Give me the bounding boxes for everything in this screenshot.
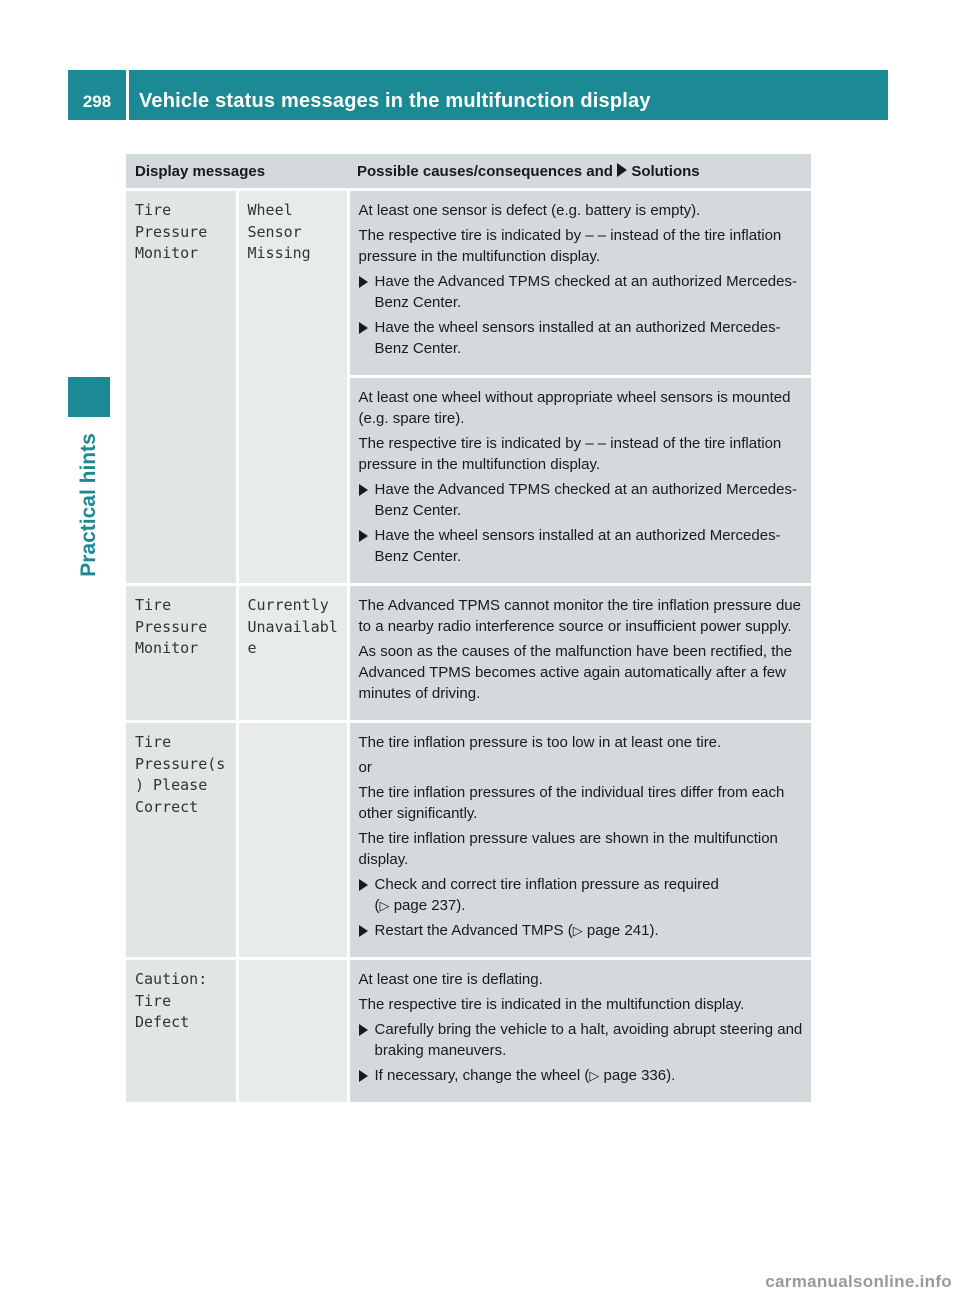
- col-header-display-messages: Display messages: [126, 154, 348, 190]
- cause-text: The tire inflation pressures of the individual tires differ from each other significantly.: [358, 784, 785, 822]
- causes-solutions-cell: [348, 585, 811, 722]
- display-message: Caution: Tire Defect: [135, 970, 208, 1031]
- page-ref-triangle-icon: ▷: [589, 1068, 600, 1083]
- solution-text: Check and correct tire inflation pressure as required: [374, 876, 719, 893]
- display-message-detail-cell: [237, 722, 348, 959]
- solution-text: If necessary, change the wheel: [374, 1067, 581, 1084]
- cause-text: The tire inflation pressure is too low in at least one tire.: [358, 734, 722, 751]
- cause-text: The respective tire is indicated by – – instead of the tire inflation pressure in the multifunction display.: [358, 435, 782, 473]
- arrow-right-icon: [359, 276, 368, 288]
- arrow-right-icon: [359, 1024, 368, 1036]
- messages-table: [126, 154, 811, 1105]
- side-tab-text: Practical hints: [77, 433, 100, 577]
- display-message-detail: Currently Unavailabl e: [247, 596, 338, 657]
- display-message: Tire Pressure(s ) Please Correct: [135, 733, 226, 816]
- causes-solutions-cell: [348, 959, 811, 1104]
- table-header-row: [126, 154, 811, 190]
- step-tail: .: [654, 922, 659, 939]
- cause-text: The respective tire is indicated by – – instead of the tire inflation pressure in the multifunction display.: [358, 227, 782, 265]
- page-number: 298: [68, 70, 126, 120]
- table-row: [126, 190, 811, 377]
- display-message-detail-cell: [237, 585, 348, 722]
- cause-text: At least one wheel without appropriate wheel sensors is mounted (e.g. spare tire).: [358, 389, 791, 427]
- page-reference[interactable]: page 237: [393, 897, 457, 914]
- causes-solutions-cell: [348, 722, 811, 959]
- solution-text: Have the Advanced TPMS checked at an authorized Mercedes-Benz Center.: [374, 273, 797, 311]
- side-tab-label: [68, 420, 110, 590]
- solution-step: If necessary, change the wheel (▷ page 336).: [359, 1065, 805, 1086]
- step-tail: .: [671, 1067, 676, 1084]
- display-message-cell: [126, 722, 237, 959]
- solution-step: [359, 271, 805, 313]
- arrow-right-icon: [359, 484, 368, 496]
- solution-text: Have the wheel sensors installed at an authorized Mercedes-Benz Center.: [374, 319, 781, 357]
- col-header-causes-solutions: [348, 154, 811, 190]
- cause-text: At least one tire is deflating.: [358, 971, 543, 988]
- display-message-cell: [126, 959, 237, 1104]
- cause-text: or: [358, 759, 372, 776]
- solution-text: Restart the Advanced TMPS: [374, 922, 564, 939]
- col-header-prefix: Possible causes/consequences and: [357, 162, 613, 180]
- col-header-suffix: Solutions: [631, 162, 700, 180]
- display-message: Tire Pressure Monitor: [135, 201, 208, 262]
- table-row: [126, 585, 811, 722]
- page-ref-triangle-icon: ▷: [379, 898, 390, 913]
- solution-step: [359, 317, 805, 359]
- arrow-right-icon: [359, 530, 368, 542]
- solution-text: Have the Advanced TPMS checked at an authorized Mercedes-Benz Center.: [374, 481, 797, 519]
- arrow-right-icon: [617, 163, 627, 177]
- display-message-detail-cell: [237, 959, 348, 1104]
- arrow-right-icon: [359, 1070, 368, 1082]
- solution-text: Carefully bring the vehicle to a halt, avoiding abrupt steering and braking maneuvers.: [374, 1021, 803, 1059]
- cause-text: The respective tire is indicated in the multifunction display.: [358, 996, 745, 1013]
- solution-step: [359, 479, 805, 521]
- display-message: Tire Pressure Monitor: [135, 596, 208, 657]
- solution-step: [359, 1019, 805, 1061]
- cause-text: The tire inflation pressure values are shown in the multifunction display.: [358, 830, 778, 868]
- page-reference[interactable]: page 336: [603, 1067, 667, 1084]
- arrow-right-icon: [359, 879, 368, 891]
- table-row: [126, 959, 811, 1104]
- side-tab-marker: [68, 377, 110, 417]
- solution-step: Check and correct tire inflation pressure as required (▷ page 237).: [359, 874, 805, 916]
- step-tail: .: [461, 897, 466, 914]
- display-message-detail-cell: [237, 190, 348, 585]
- causes-solutions-cell: [348, 377, 811, 585]
- watermark: carmanualsonline.info: [765, 1272, 952, 1291]
- section-title: Vehicle status messages in the multifunction display: [129, 70, 888, 120]
- solution-step: [359, 525, 805, 567]
- display-message-cell: [126, 190, 237, 585]
- display-message-cell: [126, 585, 237, 722]
- cause-text: At least one sensor is defect (e.g. battery is empty).: [358, 202, 701, 219]
- display-message-detail: Wheel Sensor Missing: [247, 201, 311, 262]
- cause-text: As soon as the causes of the malfunction have been rectified, the Advanced TPMS becomes active again automatically after a few minutes of driving.: [358, 643, 793, 702]
- page-ref-triangle-icon: ▷: [572, 923, 583, 938]
- arrow-right-icon: [359, 322, 368, 334]
- cause-text: The Advanced TPMS cannot monitor the tire inflation pressure due to a nearby radio interference source or insufficient power supply.: [358, 597, 801, 635]
- arrow-right-icon: [359, 925, 368, 937]
- causes-solutions-cell: [348, 190, 811, 377]
- table-row: [126, 722, 811, 959]
- solution-step: Restart the Advanced TMPS (▷ page 241).: [359, 920, 805, 941]
- solution-text: Have the wheel sensors installed at an authorized Mercedes-Benz Center.: [374, 527, 781, 565]
- page-reference[interactable]: page 241: [586, 922, 650, 939]
